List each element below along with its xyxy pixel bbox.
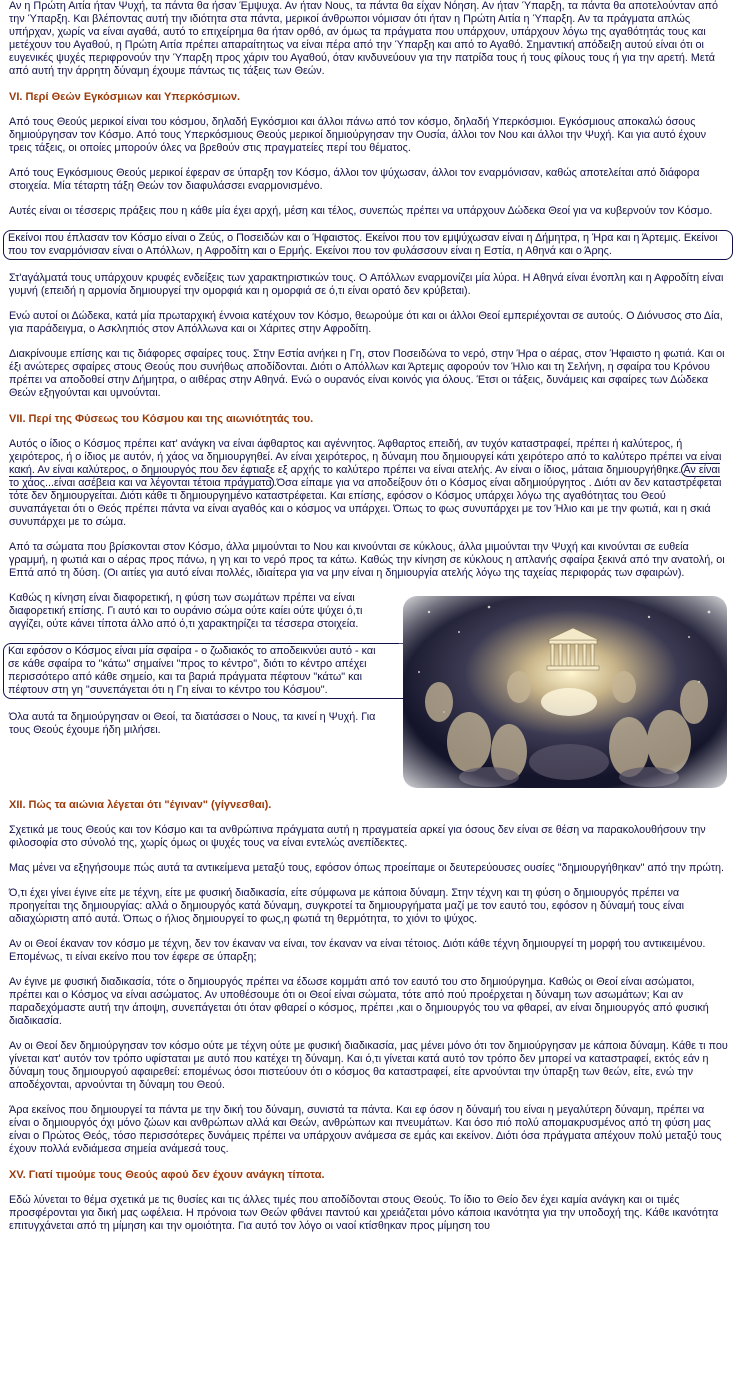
paragraph-art-nature-power: Ό,τι έχει γίνει έγινε είτε με τέχνη, είτε με φυσική διαδικασία, είτε σύμφωνα με κάποια δύναμη. Στην τέχνη και τη φύση ο δημιουργός πρέπει να προηγείται της δημιουργίας: αλλά ο δημιουργός κατά δύναμη, συγκροτεί τα δημιουργήματα μαζί με τον εαυτό του, εφόσον η δύναμή τους είναι αδιαχώριστη από αυτά. Όπως ο ήλιος δημιουργεί το φως,η φωτιά τη θερμότητα, το χιόνι το ψύχος. (9, 887, 685, 925)
paragraph-encosmic-hypercosmic: Από τους Θεούς μερικοί είναι του κόσμου, δηλαδή Εγκόσμιοι και άλλοι πάνω από τον κόσμο, δηλαδή Υπερκόσμιοι. Εγκόσμιους αποκαλώ όσους δημιούργησαν τον Κόσμο. Από τους Υπερκόσμιους Θεούς μερικοί δημιούργησαν την Ουσία, άλλοι τον Νου και άλλοι την Ψυχή. Και για αυτό έχουν τρεις τάξεις, οι οποίες μπορούν όλες να βρεθούν στις πραγματείες περί του θέματος. (9, 116, 707, 154)
framed-paragraph-gods-list: Εκείνοι που έπλασαν τον Κόσμο είναι ο Ζεύς, ο Ποσειδών και ο Ήφαιστος. Εκείνοι που τον εμψύχωσαν είναι η Δήμητρα, η Ήρα και η Άρτεμις. Εκείνοι που τον εναρμόνισαν είναι ο Απόλλων, η Αφροδίτη και ο Ερμής. Εκείνοι που τον φυλάσσουν είναι η Εστία, η Αθηνά και ο Άρης. (3, 230, 733, 260)
paragraph-other-gods: Ενώ αυτοί οι Δώδεκα, κατά μία πρωταρχική έννοια κατέχουν τον Κόσμο, θεωρούμε ότι και οι άλλοι Θεοί εμπεριέχονται σε αυτούς. Ο Διόνυσος στο Δία, για παράδειγμα, ο Ασκληπιός στον Απόλλωνα και οι Χάριτες στην Αφροδίτη. (9, 310, 723, 335)
paragraph-sacrifices: Εδώ λύνεται το θέμα σχετικά με τις θυσίες και τις άλλες τιμές που αποδίδονται στους Θεούς. Το ίδιο το Θείο δεν έχει καμία ανάγκη και οι τιμές προσφέρονται για δική μας ωφέλεια. Η πρόνοια των Θεών φθάνει παντού και χρειάζεται μόνο κάποια ικανότητα για την υποδοχή της. Κάθε ικανότητα επιτυγχάνεται από τη μίμηση και την ομοιότητα. Για αυτό τον λόγο οι ναοί κτίσθηκαν προς μίμηση του (9, 1194, 719, 1232)
paragraph-bodies-motion: Από τα σώματα που βρίσκονται στον Κόσμο, άλλα μιμούνται το Νου και κινούνται σε κύκλους, άλλα μιμούνται την Ψυχή και κινούνται σε ευθεία γραμμή, η φωτιά και ο αέρας προς πάνω, η γη και το νερό προς τα κάτω. Καθώς την κίνηση σε κύκλους η απλανής σφαίρα ξεκινά από την ανατολή, οι Επτά από τη δύση. (Οι αιτίες για αυτό είναι πολλές, ιδιαίτερα για να μην είναι η δημιουργία ατελής λόγω της ταχείας περιφοράς των σφαιρών). (9, 541, 725, 579)
paragraph-by-nature: Αν έγινε με φυσική διαδικασία, τότε ο δημιουργός πρέπει να έδωσε κομμάτι από τον εαυτό του στο δημιούργημα. Καθώς οι Θεοί είναι ασώματοι, πρέπει και ο Κόσμος να είναι ασώματος. Αν υποθέσουμε ότι οι Θεοί είναι σώματα, τότε από πού προέρχεται η δύναμη των ασωμάτων; Και αν παραδεχόμαστε αυτή την άποψη, συνεπάγεται ότι όταν φθαρεί ο κόσμος, πρέπει ,και ο δημιουργός του να φθαρεί, αν είναι δημιουργός από φυσική διαδικασία. (9, 976, 709, 1027)
paragraph-statues: Στ'αγάλματά τους υπάρχουν κρυφές ενδείξεις των χαρακτηριστικών τους. Ο Απόλλων εναρμονίζει μία λύρα. Η Αθηνά είναι ένοπλη και η Αφροδίτη είναι γυμνή (επειδή η αρμονία δημιουργεί την ομορφιά και η ομορφιά σε ό,τι είναι ορατό δεν κρύβεται). (9, 272, 724, 297)
paragraph-by-power: Αν οι Θεοί δεν δημιούργησαν τον κόσμο ούτε με τέχνη ούτε με φυσική διαδικασία, μας μένει μόνο ότι τον δημιούργησαν με κάποια δύναμη. Κάθε τι που γίνεται κατ' αυτόν τον τρόπο υφίσταται με αυτό που κατέχει τη δύναμη. Και ό,τι γίνεται κατά αυτό τον τρόπο δεν μπορεί να καταστραφεί, εκτός εάν η δύναμη τους δημιουργού αφαιρεθεί: επομένως όσοι πιστεύουν ότι ο κόσμος θα καταστραφεί, είτε αρνούνται την ύπαρξη των θεών, είτε, ενώ την αποδέχονται, αρνούνται τη δύναμη του Θεού. (9, 1040, 728, 1091)
section-heading-xv: XV. Γιατί τιμούμε τους Θεούς αφού δεν έχουν ανάγκη τίποτα. (9, 1169, 325, 1181)
gods-painting-image (399, 592, 731, 792)
framed-paragraph-earth-center: Και εφόσον ο Κόσμος είναι μία σφαίρα - ο ζωδιακός το αποδεικνύει αυτό - και σε κάθε σφαίρα το "κάτω" σημαίνει "προς το κέντρο", διότι το κέντρο απέχει περισσότερο από κάθε σημείο, και τα βαριά πράγματα πέφτουν "κάτω" και πέφτουν στη γη "συνεπάγεται ότι η Γη είναι το κέντρο του Κόσμου". (3, 643, 724, 699)
paragraph-encosmic-orders: Από τους Εγκόσμιους Θεούς μερικοί έφεραν σε ύπαρξη τον Κόσμο, άλλοι τον ψύχωσαν, άλλοι τον εναρμόνισαν, καθώς αποτελείται από διάφορα στοιχεία. Μία τέταρτη τάξη Θεών τον διαφυλάσσει εναρμονισμένο. (9, 167, 700, 192)
section-heading-xii: XII. Πώς τα αιώνια λέγεται ότι "έγιναν" (γίγνεσθαι). (9, 799, 272, 811)
paragraph-celestial-body: Καθώς η κίνηση είναι διαφορετική, η φύση των σωμάτων πρέπει να είναι διαφορετική επίσης. Γι αυτό και το ουράνιο σώμα ούτε καίει ούτε ψύχει ό,τι αγγίζει, ούτε κάνει τίποτα άλλο από ό,τι χαρακτηρίζει τα τέσσερα στοιχεία. (9, 592, 363, 630)
paragraph-first-god: Άρα εκείνος που δημιουργεί τα πάντα με την δική του δύναμη, συνιστά τα πάντα. Και εφ όσον η δύναμή του είναι η μεγαλύτερη δύναμη, πρέπει να είναι ο δημιουργός όχι μόνο ζώων και ανθρώπων αλλά και Θεών, ανθρώπων και πνευμάτων. Και όσο πιό πολύ απομακρυσμένος από τη φύση μας είναι ο Πρώτος Θεός, τόσο περισσότερες δυνάμεις πρέπει να υπάρχουν ανάμεσα σε εμάς και εκείνον. Διότι όσα πράγματα απέχουν πολύ μεταξύ τους έχουν πολλά ενδιάμεσα σημεία ανάμεσά τους. (9, 1104, 722, 1155)
section-heading-vi: VI. Περί Θεών Εγκόσμιων και Υπερκόσμιων. (9, 91, 241, 103)
paragraph-world-eternal-part1: Αυτός ο ίδιος ο Κόσμος πρέπει κατ' ανάγκη να είναι άφθαρτος και αγέννητος. Άφθαρτος επειδή, αν τυχόν καταστραφεί, πρέπει ή καλύτερος, ή χειρότερος, ή ο ίδιος με αυτόν, ή χάος να δημιουργηθεί. Αν είναι χειρότερος, η δύναμη που δημιουργεί κάτι χειρότερο από το καλύτερο πρέπει να είναι κακή. Αν είναι καλύτερος, ο δημιουργός που δεν έφτιαξε εξ αρχής το καλύτερο πρέπει να είναι ατελής. Αν είναι ο ίδιος, μάταια δημιουργήθηκε. (9, 438, 722, 476)
circled-phrase: Αν είναι το χάος...είναι ασέβεια και να λέγονται τέτοια πράγματα (9, 464, 721, 489)
paragraph-first-cause: Αν η Πρώτη Αιτία ήταν Ψυχή, τα πάντα θα ήσαν Έμψυχα. Αν ήταν Νους, τα πάντα θα είχαν Νόηση. Αν ήταν Ύπαρξη, τα πάντα θα αποτελούνταν από την Ύπαρξη. Και βλέποντας αυτή την ιδιότητα στα πάντα, μερικοί άνθρωποι νόμισαν ότι ήταν η Πρώτη Αιτία η Ύπαρξη. Αν τα πράγματα απλώς υπήρχαν, χωρίς να είναι αγαθά, αυτό το επιχείρημα θα ήταν ορθό, αν όμως τα πράγματα που υπάρχουν, υπάρχουν λόγω της αγαθότητάς τους και μετέχουν του Αγαθού, η Πρώτη Αιτία πρέπει απαραίτητως να είναι πέρα από την Ύπαρξη και από το Αγαθό. Σημαντική απόδειξη αυτού είναι ότι οι ευγενικές ψυχές περιφρονούν την Ύπαρξη προς χάριν του Αγαθού, όταν κινδυνεύουν για την πατρίδα τους ή τους φίλους τους ή για την αρετή. Μετά από αυτή την άρρητη δύναμη έχουμε πάντως τις τάξεις των Θεών. (9, 0, 719, 77)
paragraph-gods-made-all: Όλα αυτά τα δημιούργησαν οι Θεοί, τα διατάσσει ο Νους, τα κινεί η Ψυχή. Για τους Θεούς έχουμε ήδη μιλήσει. (9, 711, 376, 736)
section-heading-vii: VII. Περί της Φύσεως του Κόσμου και της αιωνιότητάς του. (9, 413, 314, 425)
paragraph-secondary-substances: Μας μένει να εξηγήσουμε πώς αυτά τα αντικείμενα μεταξύ τους, εφόσον όπως προείπαμε οι δευτερεύουσες ουσίες "δημιουργήθηκαν" από την πρώτη. (9, 862, 724, 874)
paragraph-by-art: Αν οι Θεοί έκαναν τον κόσμο με τέχνη, δεν τον έκαναν να είναι, τον έκαναν να είναι τέτοιος. Διότι κάθε τέχνη δημιουργεί τη μορφή του αντικειμένου. Επομένως, τι είναι εκείνο που τον έφερε σε ύπαρξη; (9, 938, 706, 963)
paragraph-world-eternal-part2: .Όσα είπαμε για να αποδείξουν ότι ο Κόσμος είναι αδημιούργητος . Διότι αν δεν καταστρέφεται τότε δεν δημιουργείται. Διότι κάθε τι δημιουργημένο καταστρέφεται. Και επίσης, εφόσον ο Κόσμος υπάρχει λόγω της αγαθότητας του Θεού συναπάγεται ότι ο Θεός πρέπει πάντα να είναι αγαθός και ο κόσμος να υπάρχει. Όπως το φως συνυπάρχει με τον Ήλιο και με την φωτιά, και η σκιά συνυπάρχει με το σώμα. (9, 477, 722, 528)
paragraph-spheres: Διακρίνουμε επίσης και τις διάφορες σφαίρες τους. Στην Εστία ανήκει η Γη, στον Ποσειδώνα το νερό, στην Ήρα ο αέρας, στον Ήφαιστο η φωτιά. Και οι έξι ανώτερες σφαίρες στους Θεούς που συνήθως αποδίδονται. Διότι ο Απόλλων και Άρτεμις αφορούν τον Ήλιο και τη Σελήνη, η σφαίρα του Κρόνου πρέπει να αποδοθεί στην Δήμητρα, ο αιθέρας στην Αθηνά. Ενώ ο ουρανός είναι κοινός για όλους. Έτσι οι τάξεις, δυνάμεις και σφαίρες των Δώδεκα Θεών εξηγούνται και υμνούνται. (9, 348, 725, 399)
paragraph-twelve-gods: Αυτές είναι οι τέσσερις πράξεις που η κάθε μία έχει αρχή, μέση και τέλος, συνεπώς πρέπει να υπάρχουν Δώδεκα Θεοί για να κυβερνούν τον Κόσμο. (9, 205, 713, 217)
paragraph-treatise-sufficient: Σχετικά με τους Θεούς και τον Κόσμο και τα ανθρώπινα πράγματα αυτή η πραγματεία αρκεί για όσους δεν είναι σε θέση να παρακολουθήσουν την φιλοσοφία στο σύνολό της, χωρίς όμως οι ψυχές τους να είναι εντελώς ανεπίδεκτες. (9, 824, 706, 849)
paragraph-world-eternal (9, 438, 728, 529)
